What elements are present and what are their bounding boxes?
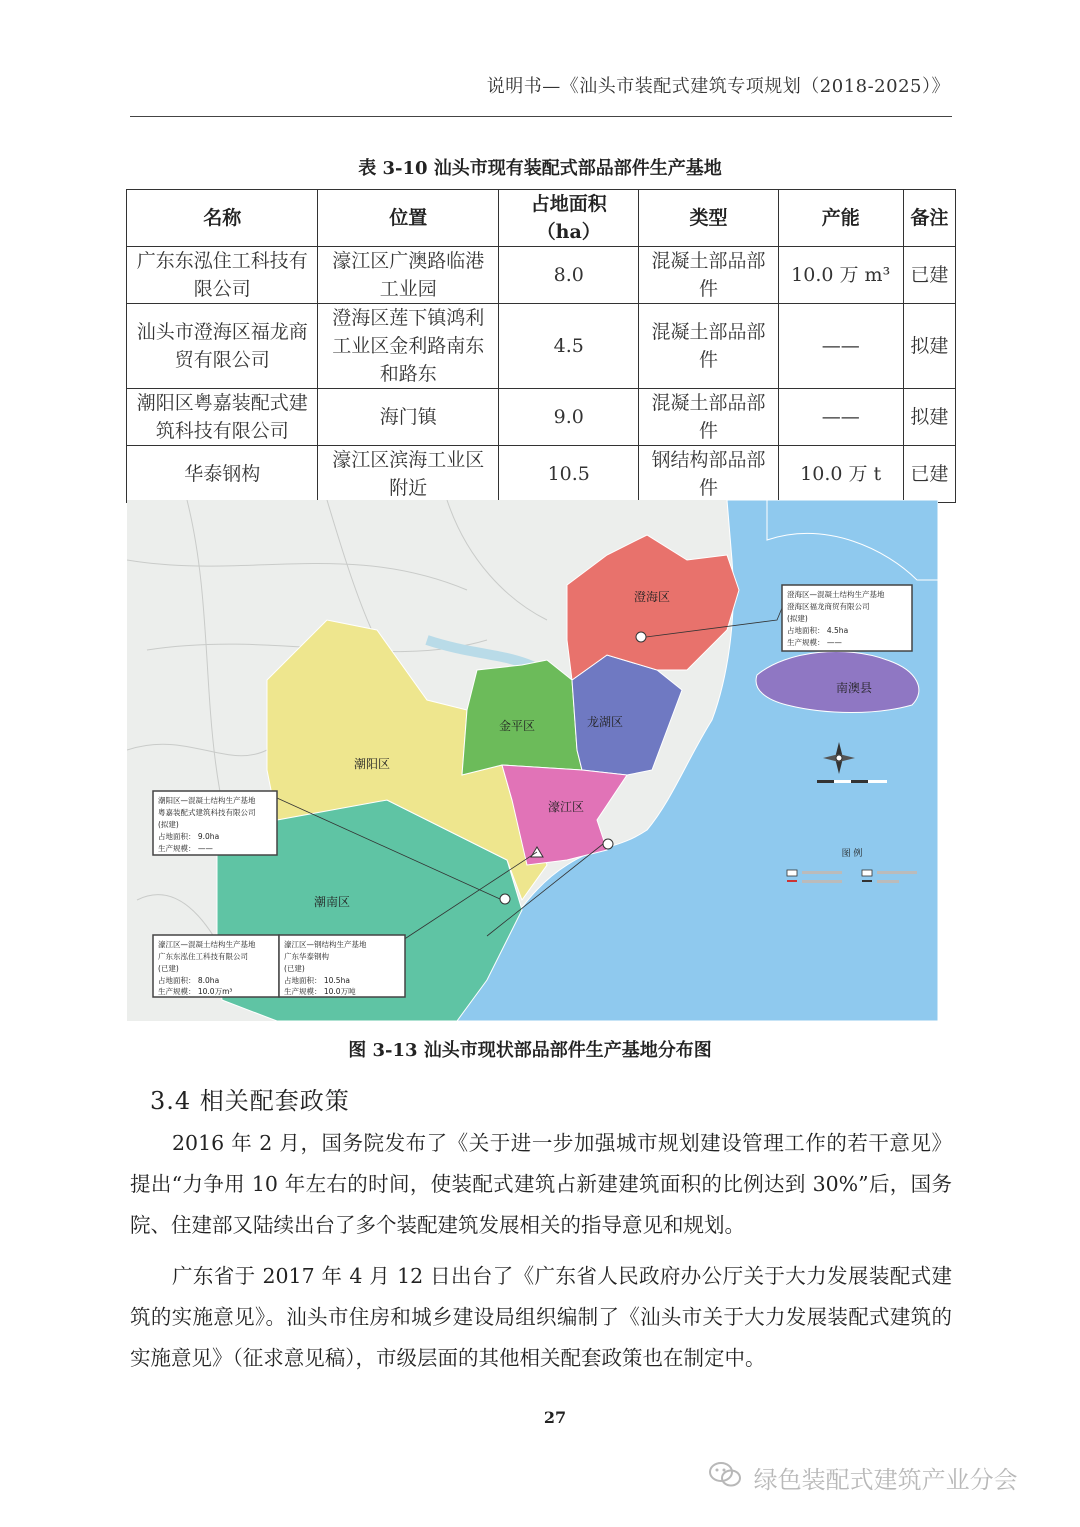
cell-capacity: —— xyxy=(778,304,903,389)
callout-chenghai xyxy=(782,585,912,651)
svg-text:广东东泓住工科技有限公司: 广东东泓住工科技有限公司 xyxy=(158,952,248,961)
label-jinping: 金平区 xyxy=(498,719,536,733)
cell-area: 10.5 xyxy=(499,446,639,503)
wechat-icon xyxy=(708,1461,742,1495)
svg-text:生产规模： ——: 生产规模： —— xyxy=(158,844,213,853)
svg-text:占地面积： 10.5ha: 占地面积： 10.5ha xyxy=(284,976,350,985)
table-caption: 表 3-10 汕头市现有装配式部品部件生产基地 xyxy=(358,158,722,179)
cell-note: 已建 xyxy=(903,247,955,304)
cell-type: 混凝土部品部件 xyxy=(639,389,778,446)
map-canvas xyxy=(127,500,938,1021)
cell-type: 混凝土部品部件 xyxy=(639,247,778,304)
cell-note: 拟建 xyxy=(903,304,955,389)
svg-text:广东华泰钢构: 广东华泰钢构 xyxy=(284,952,329,961)
section-heading: 3.4 相关配套政策 xyxy=(150,1087,350,1115)
base-marker-haojiang-steel xyxy=(603,839,613,849)
label-nanao: 南澳县 xyxy=(835,681,873,695)
label-haojiang: 濠江区 xyxy=(547,800,585,814)
svg-text:生产规模： ——: 生产规模： —— xyxy=(787,638,842,647)
table-row xyxy=(127,304,956,389)
svg-text:澄海区福龙商贸有限公司: 澄海区福龙商贸有限公司 xyxy=(787,602,870,611)
callout-chaoyang xyxy=(153,791,277,855)
label-chenghai: 澄海区 xyxy=(633,590,671,604)
svg-text:生产规模： 10.0万m³: 生产规模： 10.0万m³ xyxy=(158,987,233,996)
watermark xyxy=(708,1460,1058,1495)
svg-text:(已建): (已建) xyxy=(158,964,179,973)
figure-caption: 图 3-13 汕头市现状部品部件生产基地分布图 xyxy=(348,1040,712,1061)
column-header-area: 占地面积（ha） xyxy=(499,190,639,247)
cell-type: 混凝土部品部件 xyxy=(639,304,778,389)
scale-bar xyxy=(817,780,887,783)
column-header-capacity: 产能 xyxy=(778,190,903,247)
svg-text:濠江区—钢结构生产基地: 濠江区—钢结构生产基地 xyxy=(284,940,367,949)
table-row xyxy=(127,446,956,503)
label-chaonan: 潮南区 xyxy=(313,895,351,909)
cell-location: 濠江区滨海工业区附近 xyxy=(318,446,499,503)
cell-name: 华泰钢构 xyxy=(127,446,318,503)
svg-text:生产规模： 10.0万吨: 生产规模： 10.0万吨 xyxy=(284,987,356,996)
table-row xyxy=(127,389,956,446)
page-number: 27 xyxy=(543,1408,567,1427)
svg-text:粤嘉装配式建筑科技有限公司: 粤嘉装配式建筑科技有限公司 xyxy=(158,808,256,817)
paragraph-1: 2016 年 2 月，国务院发布了《关于进一步加强城市规划建设管理工作的若干意见》提出“力争用 10 年左右的时间，使装配式建筑占新建建筑面积的比例达到 30%”后，国务院、住建部又陆续出台了多个装配建筑发展相关的指导意见和规划。 xyxy=(130,1131,952,1237)
table-row xyxy=(127,247,956,304)
svg-text:(已建): (已建) xyxy=(284,964,305,973)
cell-note: 拟建 xyxy=(903,389,955,446)
column-header-note: 备注 xyxy=(903,190,955,247)
callout-haojiang-steel xyxy=(279,935,405,997)
svg-text:(拟建): (拟建) xyxy=(787,614,808,623)
label-chaoyang: 潮阳区 xyxy=(353,757,391,771)
column-header-name: 名称 xyxy=(127,190,318,247)
cell-area: 4.5 xyxy=(499,304,639,389)
svg-text:澄海区—混凝土结构生产基地: 澄海区—混凝土结构生产基地 xyxy=(787,590,885,599)
legend-title: 图 例 xyxy=(841,849,863,859)
svg-text:潮阳区—混凝土结构生产基地: 潮阳区—混凝土结构生产基地 xyxy=(158,796,256,805)
label-longhu: 龙湖区 xyxy=(586,715,624,729)
paragraph-2: 广东省于 2017 年 4 月 12 日出台了《广东省人民政府办公厅关于大力发展装配式建筑的实施意见》。汕头市住房和城乡建设局组织编制了《汕头市关于大力发展装配式建筑的实施意见》（征求意见稿），市级层面的其他相关配套政策也在制定中。 xyxy=(130,1264,952,1370)
watermark-text: 绿色装配式建筑产业分会 xyxy=(753,1466,1018,1494)
header-rule xyxy=(130,116,952,117)
base-marker-chaoyang xyxy=(500,894,510,904)
svg-text:占地面积： 8.0ha: 占地面积： 8.0ha xyxy=(158,976,220,985)
cell-capacity: —— xyxy=(778,389,903,446)
cell-name: 广东东泓住工科技有限公司 xyxy=(127,247,318,304)
svg-text:占地面积： 9.0ha: 占地面积： 9.0ha xyxy=(158,832,220,841)
cell-name: 潮阳区粤嘉装配式建筑科技有限公司 xyxy=(127,389,318,446)
callout-haojiang-concrete xyxy=(153,935,279,997)
base-marker-chenghai xyxy=(636,632,646,642)
running-header: 说明书—《汕头市装配式建筑专项规划（2018-2025）》 xyxy=(486,76,950,97)
cell-location: 濠江区广澳路临港工业园 xyxy=(318,247,499,304)
cell-capacity: 10.0 万 m³ xyxy=(778,247,903,304)
column-header-type: 类型 xyxy=(639,190,778,247)
cell-area: 8.0 xyxy=(499,247,639,304)
table-header-row xyxy=(127,190,956,247)
cell-type: 钢结构部品部件 xyxy=(639,446,778,503)
column-header-location: 位置 xyxy=(318,190,499,247)
svg-text:(拟建): (拟建) xyxy=(158,820,179,829)
svg-text:占地面积： 4.5ha: 占地面积： 4.5ha xyxy=(787,626,849,635)
cell-capacity: 10.0 万 t xyxy=(778,446,903,503)
cell-location: 海门镇 xyxy=(318,389,499,446)
cell-area: 9.0 xyxy=(499,389,639,446)
production-bases-table xyxy=(126,189,956,503)
svg-text:濠江区—混凝土结构生产基地: 濠江区—混凝土结构生产基地 xyxy=(158,940,256,949)
cell-name: 汕头市澄海区福龙商贸有限公司 xyxy=(127,304,318,389)
district-jinping-area xyxy=(462,660,582,775)
distribution-map xyxy=(127,500,938,1021)
cell-location: 澄海区莲下镇鸿利工业区金利路南东和路东 xyxy=(318,304,499,389)
cell-note: 已建 xyxy=(903,446,955,503)
